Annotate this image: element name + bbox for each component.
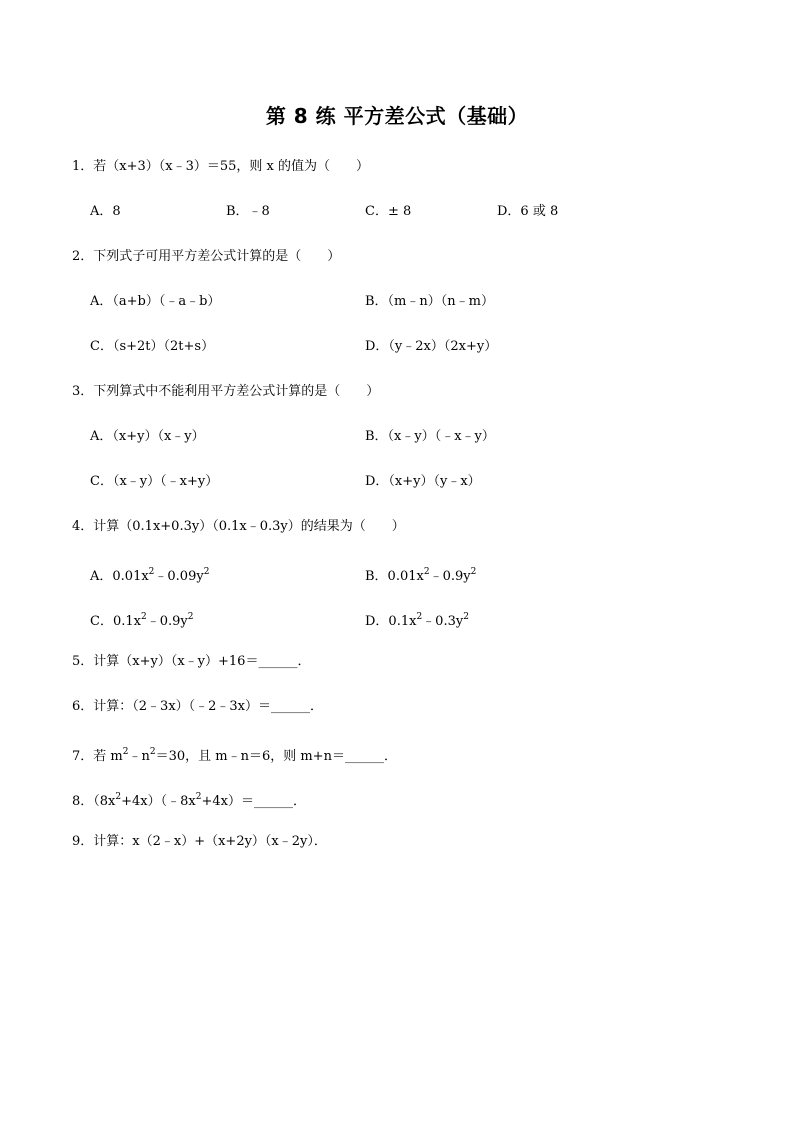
- q4-option-a-pre: A．0.01x: [90, 569, 149, 584]
- q3-option-b: B．（x﹣y）（﹣x﹣y）: [365, 429, 495, 444]
- question-7-stem: [72, 742, 397, 767]
- question-3-stem: 3．下列算式中不能利用平方差公式计算的是（ ）: [72, 384, 380, 399]
- question-6-stem: 6．计算：（2﹣3x）（﹣2﹣3x）＝______．: [72, 699, 324, 714]
- q4-option-a-exp2: 2: [203, 567, 210, 577]
- q7-mid: ﹣n: [128, 749, 150, 764]
- q7-pre: 7．若 m: [72, 749, 123, 764]
- q4-option-d-pre: D．0.1x: [365, 614, 417, 629]
- q4-option-d-mid: ﹣0.3y: [422, 614, 464, 629]
- q7-exp2: 2: [149, 747, 156, 757]
- q4-option-b-exp1: 2: [423, 567, 430, 577]
- q8-post: +4x）＝______．: [201, 794, 306, 809]
- q2-option-a: A．（a+b）（﹣a﹣b）: [90, 294, 221, 309]
- q1-option-b: B．﹣8: [226, 204, 270, 219]
- q4-option-c-pre: C．0.1x: [90, 614, 141, 629]
- q7-post: ＝30，且 m﹣n＝6，则 m+n＝______．: [155, 749, 397, 764]
- q4-option-c-exp1: 2: [140, 612, 147, 622]
- q4-option-c: [90, 607, 193, 632]
- q4-option-a-exp1: 2: [148, 567, 155, 577]
- question-2-stem: 2．下列式子可用平方差公式计算的是（ ）: [72, 249, 341, 264]
- q8-exp2: 2: [195, 792, 202, 802]
- q4-option-d-exp1: 2: [416, 612, 423, 622]
- q8-pre: 8．（8x: [72, 794, 116, 809]
- page-title: 第 8 练 平方差公式（基础）: [265, 104, 529, 128]
- question-4-stem: 4．计算（0.1x+0.3y）（0.1x﹣0.3y）的结果为（ ）: [72, 519, 405, 534]
- q1-option-a: A．8: [90, 204, 121, 219]
- q2-option-b: B．（m﹣n）（n﹣m）: [365, 294, 494, 309]
- q8-exp1: 2: [115, 792, 122, 802]
- q2-option-d: D．（y﹣2x）（2x+y）: [365, 339, 498, 354]
- q4-option-b: [365, 562, 476, 587]
- q4-option-b-exp2: 2: [470, 567, 477, 577]
- q4-option-b-pre: B．0.01x: [365, 569, 424, 584]
- q3-option-d: D．（x+y）（y﹣x）: [365, 474, 481, 489]
- q4-option-d-exp2: 2: [463, 612, 469, 622]
- q4-option-d: [365, 607, 469, 632]
- q2-option-c: C．（s+2t）（2t+s）: [90, 339, 215, 354]
- question-1-stem: 1．若（x+3）（x﹣3）＝55，则 x 的值为（ ）: [72, 159, 370, 174]
- q7-exp1: 2: [122, 747, 129, 757]
- q4-option-a: [90, 562, 209, 587]
- q8-mid: +4x）（﹣8x: [121, 794, 196, 809]
- q4-option-c-mid: ﹣0.9y: [146, 614, 188, 629]
- q4-option-c-exp2: 2: [187, 612, 194, 622]
- question-9-stem: 9．计算：x（2﹣x）+（x+2y）（x﹣2y）．: [72, 834, 327, 849]
- q4-option-a-mid: ﹣0.09y: [154, 569, 204, 584]
- q3-option-a: A．（x+y）（x﹣y）: [90, 429, 205, 444]
- question-5-stem: 5．计算（x+y）（x﹣y）+16＝______．: [72, 654, 311, 669]
- q1-option-d: D．6 或 8: [497, 204, 559, 219]
- q1-option-c: C．± 8: [365, 204, 412, 219]
- q3-option-c: C．（x﹣y）（﹣x+y）: [90, 474, 219, 489]
- question-8-stem: [72, 787, 306, 812]
- q4-option-b-mid: ﹣0.9y: [429, 569, 471, 584]
